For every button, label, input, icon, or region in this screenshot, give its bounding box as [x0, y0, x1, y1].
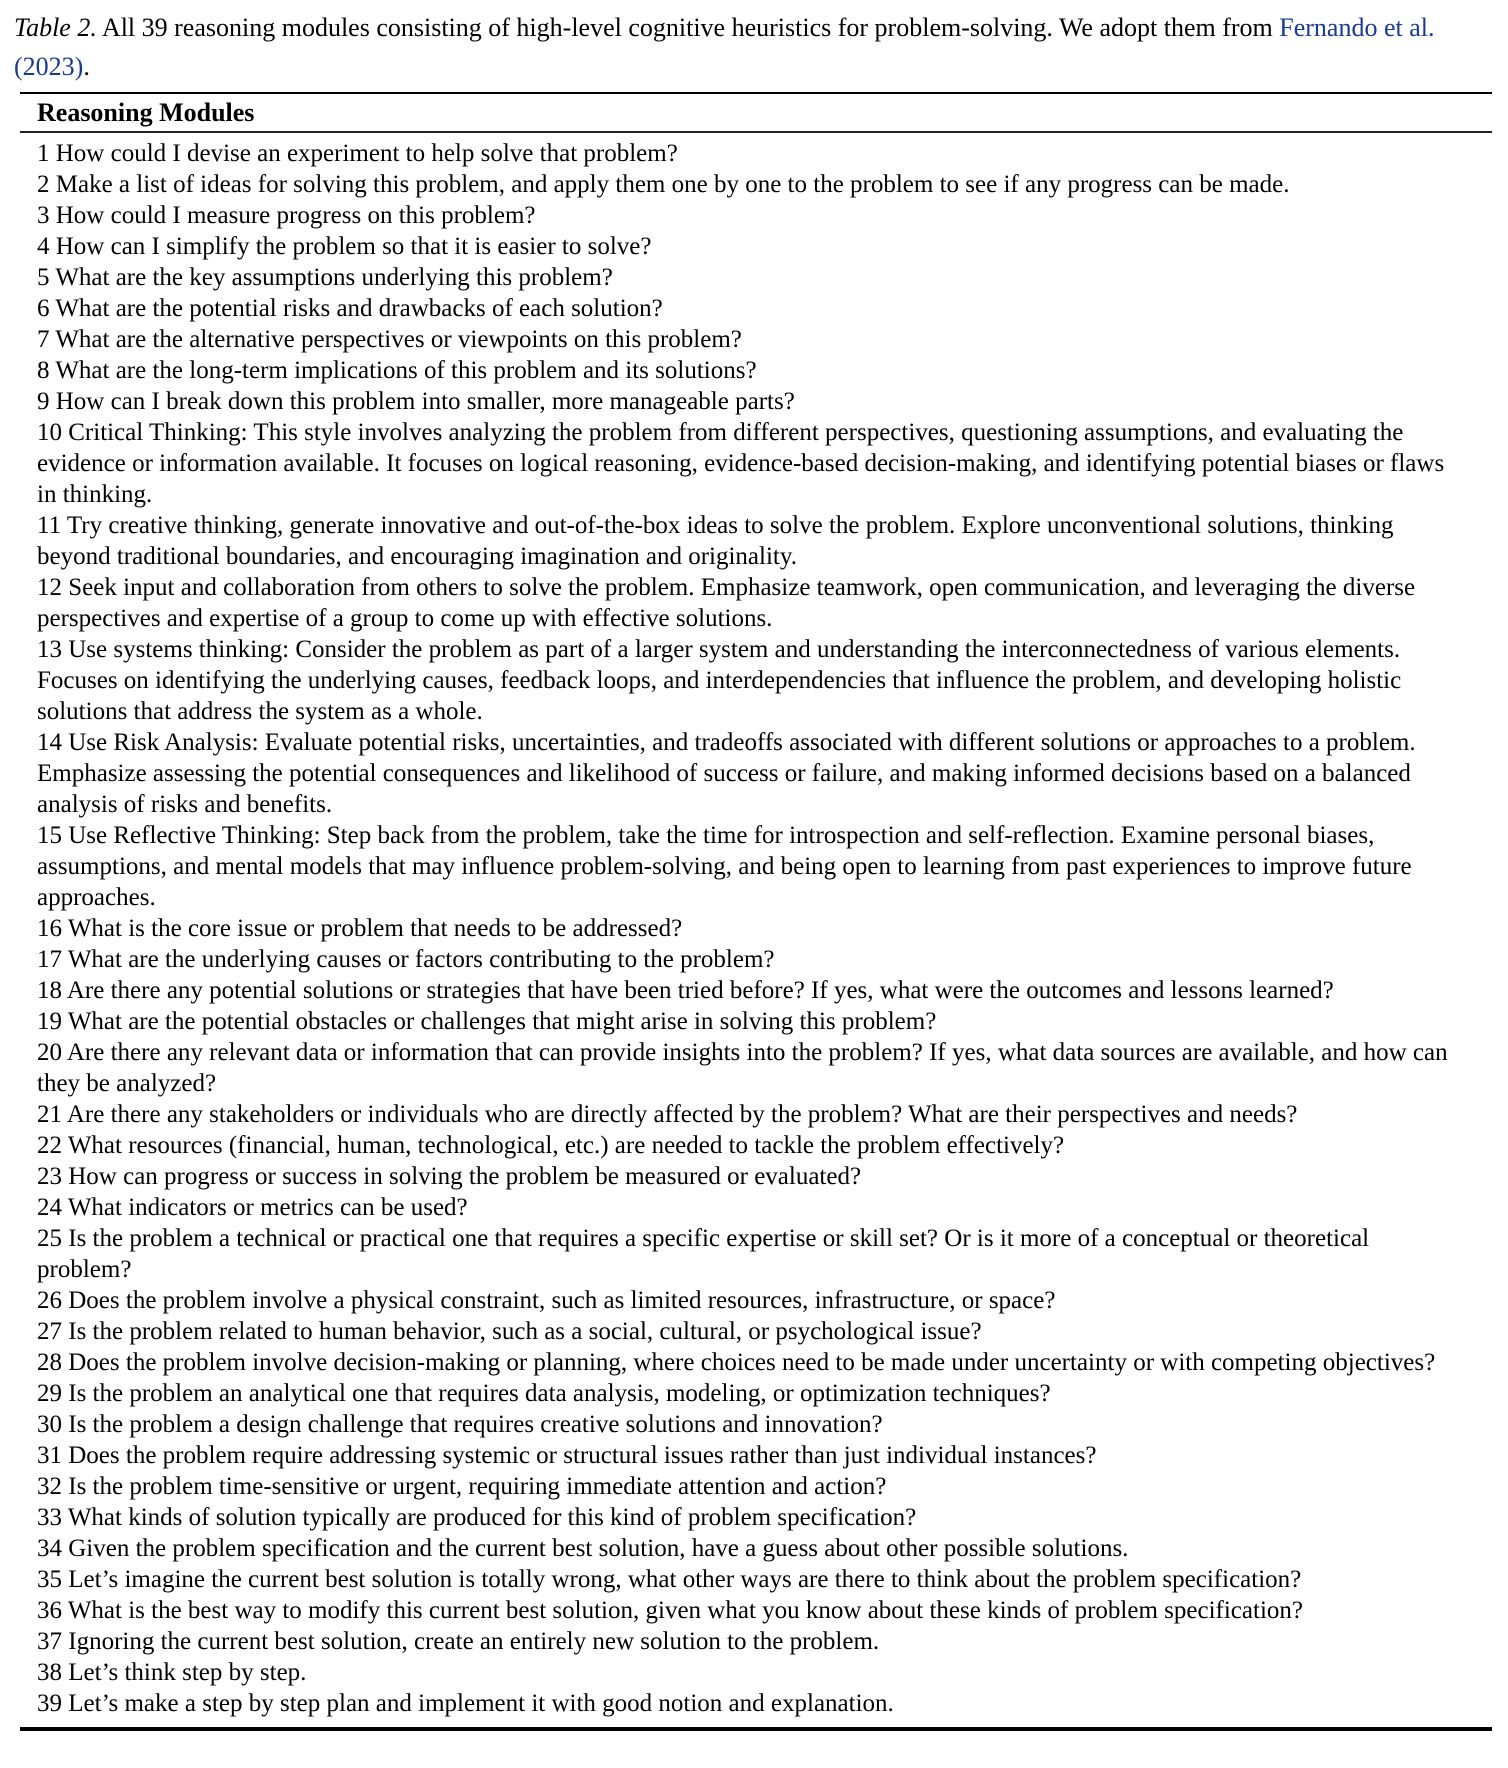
- module-row: [37, 293, 1466, 324]
- modules-list: [20, 133, 1492, 1721]
- module-row: [37, 1006, 1466, 1037]
- module-row: [37, 1595, 1466, 1626]
- module-row: [37, 1533, 1466, 1564]
- module-number: 26: [37, 1287, 62, 1314]
- module-text: Critical Thinking: This style involves analyzing the problem from different perspectives, questioning assumptions, and evaluating the evidence or information available. It focuses on logical reasoning, evidence-based decision-making, and identifying potential biases or flaws in thinking.: [37, 419, 1445, 508]
- module-row: [37, 1564, 1466, 1595]
- module-text: How can progress or success in solving the problem be measured or evaluated?: [68, 1163, 862, 1190]
- module-number: 34: [37, 1535, 62, 1562]
- module-text: How could I measure progress on this problem?: [55, 202, 536, 229]
- module-text: What indicators or metrics can be used?: [67, 1194, 468, 1221]
- module-number: 14: [37, 729, 62, 756]
- module-text: Let’s make a step by step plan and implement it with good notion and explanation.: [68, 1690, 894, 1717]
- module-number: 27: [37, 1318, 62, 1345]
- module-text: Are there any relevant data or information that can provide insights into the problem? If yes, what data sources are available, and how can they be analyzed?: [37, 1039, 1448, 1097]
- module-number: 32: [37, 1473, 62, 1500]
- caption-period: .: [83, 52, 90, 81]
- module-text: Use Reflective Thinking: Step back from the problem, take the time for introspection and self-reflection. Examine personal biases, assumptions, and mental models that may influence problem-solving, and being open to learning from past experiences to improve future approaches.: [37, 822, 1412, 911]
- module-number: 31: [37, 1442, 62, 1469]
- module-text: What are the underlying causes or factors contributing to the problem?: [67, 946, 775, 973]
- module-row: [37, 386, 1466, 417]
- module-number: 17: [37, 946, 62, 973]
- module-row: [37, 1471, 1466, 1502]
- module-number: 29: [37, 1380, 62, 1407]
- module-number: 5: [37, 264, 50, 291]
- module-number: 11: [37, 512, 62, 539]
- table-bottom-rule: [20, 1727, 1492, 1731]
- module-row: [37, 1440, 1466, 1471]
- module-row: [37, 572, 1466, 634]
- module-text: Use Risk Analysis: Evaluate potential risks, uncertainties, and tradeoffs associated with different solutions or approaches to a problem. Emphasize assessing the potential consequences and likelihood of success or failure, and making informed decisions based on a balanced analysis of risks and benefits.: [37, 729, 1416, 818]
- module-row: [37, 1502, 1466, 1533]
- module-text: Ignoring the current best solution, create an entirely new solution to the problem.: [68, 1628, 880, 1655]
- module-number: 9: [37, 388, 50, 415]
- module-row: [37, 913, 1466, 944]
- module-row: [37, 1688, 1466, 1719]
- module-number: 3: [37, 202, 50, 229]
- module-row: [37, 975, 1466, 1006]
- module-text: Use systems thinking: Consider the problem as part of a larger system and understanding the interconnectedness of various elements. Focuses on identifying the underlying causes, feedback loops, and interdependencies that influence the problem, and developing holistic solutions that address the system as a whole.: [37, 636, 1402, 725]
- module-text: What resources (financial, human, technological, etc.) are needed to tackle the problem effectively?: [67, 1132, 1065, 1159]
- module-text: Is the problem a design challenge that requires creative solutions and innovation?: [68, 1411, 883, 1438]
- module-text: How could I devise an experiment to help solve that problem?: [55, 140, 678, 167]
- table-caption-label: Table 2.: [14, 13, 97, 42]
- module-number: 37: [37, 1628, 62, 1655]
- module-text: What are the potential risks and drawbacks of each solution?: [55, 295, 663, 322]
- module-number: 39: [37, 1690, 62, 1717]
- module-number: 23: [37, 1163, 62, 1190]
- module-row: [37, 1626, 1466, 1657]
- module-text: Does the problem require addressing systemic or structural issues rather than just individual instances?: [68, 1442, 1097, 1469]
- module-text: What is the best way to modify this current best solution, given what you know about these kinds of problem specification?: [67, 1597, 1303, 1624]
- module-text: Does the problem involve decision-making or planning, where choices need to be made under uncertainty or with competing objectives?: [68, 1349, 1436, 1376]
- reasoning-modules-table: [20, 92, 1492, 1731]
- module-row: [37, 634, 1466, 727]
- module-number: 15: [37, 822, 62, 849]
- module-row: [37, 944, 1466, 975]
- module-row: [37, 324, 1466, 355]
- module-text: Seek input and collaboration from others to solve the problem. Emphasize teamwork, open communication, and leveraging the diverse perspectives and expertise of a group to come up with effective solutions.: [37, 574, 1416, 632]
- module-number: 7: [37, 326, 50, 353]
- module-row: [37, 1037, 1466, 1099]
- module-number: 38: [37, 1659, 62, 1686]
- module-row: [37, 231, 1466, 262]
- module-number: 1: [37, 140, 50, 167]
- module-row: [37, 510, 1466, 572]
- module-text: Let’s think step by step.: [68, 1659, 307, 1686]
- module-number: 28: [37, 1349, 62, 1376]
- module-number: 13: [37, 636, 62, 663]
- module-number: 19: [37, 1008, 62, 1035]
- module-text: Are there any potential solutions or strategies that have been tried before? If yes, what were the outcomes and lessons learned?: [66, 977, 1334, 1004]
- module-row: [37, 417, 1466, 510]
- module-number: 10: [37, 419, 62, 446]
- module-row: [37, 1223, 1466, 1285]
- module-row: [37, 355, 1466, 386]
- module-number: 21: [37, 1101, 62, 1128]
- module-number: 20: [37, 1039, 62, 1066]
- module-row: [37, 1347, 1466, 1378]
- module-row: [37, 820, 1466, 913]
- module-row: [37, 138, 1466, 169]
- module-text: Is the problem time-sensitive or urgent, requiring immediate attention and action?: [68, 1473, 887, 1500]
- module-text: Does the problem involve a physical constraint, such as limited resources, infrastructure, or space?: [68, 1287, 1056, 1314]
- module-row: [37, 200, 1466, 231]
- module-row: [37, 169, 1466, 200]
- module-number: 8: [37, 357, 50, 384]
- module-row: [37, 1657, 1466, 1688]
- module-text: What are the key assumptions underlying this problem?: [55, 264, 613, 291]
- module-number: 24: [37, 1194, 62, 1221]
- module-row: [37, 1099, 1466, 1130]
- module-text: What are the potential obstacles or challenges that might arise in solving this problem?: [67, 1008, 937, 1035]
- module-text: Make a list of ideas for solving this problem, and apply them one by one to the problem to see if any progress can be made.: [55, 171, 1290, 198]
- module-number: 18: [37, 977, 62, 1004]
- module-text: Is the problem an analytical one that requires data analysis, modeling, or optimization techniques?: [68, 1380, 1051, 1407]
- module-row: [37, 1130, 1466, 1161]
- module-text: Try creative thinking, generate innovative and out-of-the-box ideas to solve the problem. Explore unconventional solutions, thinking beyond traditional boundaries, and encouraging imagination and originality.: [37, 512, 1394, 570]
- module-text: What are the long-term implications of this problem and its solutions?: [55, 357, 757, 384]
- module-number: 4: [37, 233, 50, 260]
- module-text: What is the core issue or problem that needs to be addressed?: [67, 915, 683, 942]
- citation-link[interactable]: Fernando et al. (2023): [14, 13, 1435, 81]
- module-text: What are the alternative perspectives or viewpoints on this problem?: [55, 326, 742, 353]
- table-caption: [14, 8, 1492, 86]
- module-row: [37, 1285, 1466, 1316]
- module-number: 6: [37, 295, 50, 322]
- module-row: [37, 1161, 1466, 1192]
- module-row: [37, 1316, 1466, 1347]
- module-text: Is the problem a technical or practical one that requires a specific expertise or skill set? Or is it more of a conceptual or theoretical problem?: [37, 1225, 1370, 1283]
- module-number: 2: [37, 171, 50, 198]
- module-number: 35: [37, 1566, 62, 1593]
- module-text: How can I simplify the problem so that it is easier to solve?: [55, 233, 652, 260]
- table-header-label: Reasoning Modules: [37, 97, 255, 127]
- module-text: Is the problem related to human behavior, such as a social, cultural, or psychological issue?: [68, 1318, 982, 1345]
- module-row: [37, 1378, 1466, 1409]
- module-number: 30: [37, 1411, 62, 1438]
- module-number: 33: [37, 1504, 62, 1531]
- module-text: What kinds of solution typically are produced for this kind of problem specification?: [67, 1504, 917, 1531]
- module-text: How can I break down this problem into smaller, more manageable parts?: [55, 388, 795, 415]
- module-text: Given the problem specification and the current best solution, have a guess about other possible solutions.: [68, 1535, 1129, 1562]
- module-number: 36: [37, 1597, 62, 1624]
- module-row: [37, 1192, 1466, 1223]
- table-caption-text: All 39 reasoning modules consisting of high-level cognitive heuristics for problem-solving. We adopt them from: [101, 13, 1273, 42]
- module-row: [37, 1409, 1466, 1440]
- module-text: Let’s imagine the current best solution is totally wrong, what other ways are there to think about the problem specification?: [68, 1566, 1302, 1593]
- module-number: 16: [37, 915, 62, 942]
- module-number: 25: [37, 1225, 62, 1252]
- module-number: 22: [37, 1132, 62, 1159]
- module-text: Are there any stakeholders or individuals who are directly affected by the problem? What are their perspectives and needs?: [66, 1101, 1298, 1128]
- module-row: [37, 727, 1466, 820]
- table-header-row: [20, 94, 1492, 131]
- module-row: [37, 262, 1466, 293]
- module-number: 12: [37, 574, 62, 601]
